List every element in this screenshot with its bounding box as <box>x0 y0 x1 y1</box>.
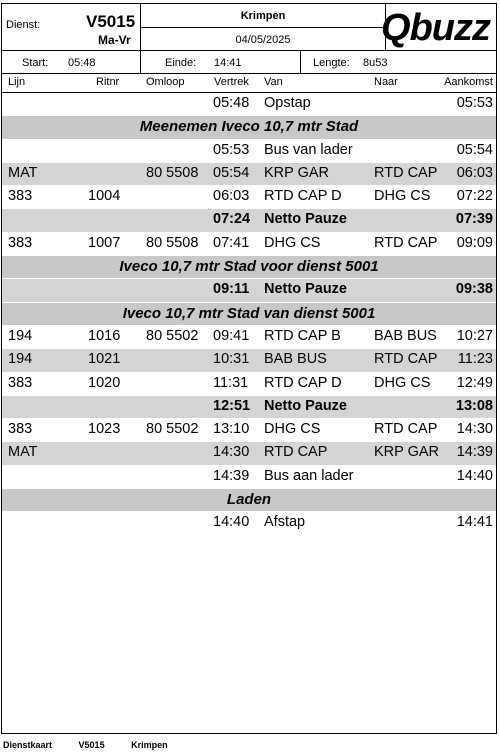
section-title: Iveco 10,7 mtr Stad van dienst 5001 <box>122 304 376 322</box>
cell-aankomst: 13:08 <box>455 397 493 414</box>
cell-vertrek: 07:24 <box>213 211 251 228</box>
lengte-value: 8u53 <box>363 57 388 69</box>
cell-omloop: 80 5508 <box>146 164 199 181</box>
date: 04/05/2025 <box>235 34 291 46</box>
cell-vertrek: 14:30 <box>213 444 250 461</box>
cell-lijn: 383 <box>8 374 33 391</box>
cell-naar: RTD CAP <box>374 421 438 438</box>
dienst-value: V5015 <box>86 12 136 31</box>
cell-van: RTD CAP D <box>264 374 342 391</box>
trip-row <box>2 349 496 372</box>
pause-row <box>2 209 496 232</box>
trip-row <box>2 419 496 442</box>
cell-ritnr: 1021 <box>88 351 121 368</box>
column-header <box>2 74 496 93</box>
trip-row <box>2 373 496 396</box>
footer-label: Dienstkaart <box>3 740 53 750</box>
trip-row <box>2 140 496 163</box>
cell-vertrek: 09:11 <box>213 281 250 298</box>
cell-naar: RTD CAP <box>374 164 438 181</box>
cell-van: Bus van lader <box>264 141 353 158</box>
cell-naar: RTD CAP <box>374 351 438 368</box>
cell-ritnr: 1007 <box>88 234 121 251</box>
cell-omloop: 80 5508 <box>146 234 199 251</box>
cell-aankomst: 05:54 <box>456 141 493 158</box>
location: Krimpen <box>240 10 286 22</box>
cell-naar: RTD CAP <box>374 234 438 251</box>
cell-vertrek: 09:41 <box>213 327 250 344</box>
cell-van: Netto Pauze <box>264 397 347 414</box>
trip-row <box>2 186 496 209</box>
cell-naar: DHG CS <box>374 188 431 205</box>
cell-naar: BAB BUS <box>374 327 437 344</box>
cell-van: Opstap <box>264 95 311 111</box>
dienst-cell <box>2 4 141 51</box>
cell-vertrek: 14:39 <box>213 467 250 484</box>
cell-vertrek: 05:53 <box>213 141 250 158</box>
col-omloop: Omloop <box>146 76 185 88</box>
start-label: Start: <box>22 57 49 69</box>
cell-aankomst: 09:09 <box>456 234 493 251</box>
cell-aankomst: 06:03 <box>456 164 493 181</box>
cell-van: BAB BUS <box>264 351 327 368</box>
footer-dienst: V5015 <box>78 740 105 750</box>
pause-row <box>2 396 496 419</box>
qbuzz-logo: Qbuzz <box>381 7 490 49</box>
cell-lijn: 194 <box>8 351 33 368</box>
einde-label: Einde: <box>165 57 197 69</box>
cell-van: Afstap <box>264 514 306 531</box>
cell-aankomst: 09:38 <box>455 281 493 298</box>
cell-vertrek: 05:54 <box>213 164 250 181</box>
cell-van: Netto Pauze <box>264 211 347 228</box>
cell-vertrek: 12:51 <box>213 397 251 414</box>
section-title-row <box>2 116 496 139</box>
logo-cell <box>381 4 496 51</box>
section-title: Meenemen Iveco 10,7 mtr Stad <box>139 118 359 136</box>
duty-header <box>2 4 496 74</box>
cell-lijn: 383 <box>8 234 33 251</box>
cell-ritnr: 1016 <box>88 327 121 344</box>
pause-row <box>2 279 496 302</box>
cell-vertrek: 10:31 <box>213 351 250 368</box>
start-value: 05:48 <box>68 57 96 69</box>
start-cell <box>2 51 141 74</box>
footer <box>3 740 192 750</box>
cell-aankomst: 07:22 <box>456 188 493 205</box>
cell-aankomst: 12:49 <box>456 374 493 391</box>
cell-ritnr: 1020 <box>88 374 121 391</box>
cell-van: DHG CS <box>264 421 321 438</box>
trip-rows <box>2 93 496 536</box>
cell-lijn: 383 <box>8 188 33 205</box>
cell-aankomst: 05:53 <box>456 95 493 111</box>
cell-lijn: MAT <box>8 164 38 181</box>
col-naar: Naar <box>374 76 398 88</box>
cell-naar: KRP GAR <box>374 444 440 461</box>
col-vertrek: Vertrek <box>214 76 249 88</box>
cell-aankomst: 11:23 <box>457 351 493 368</box>
cell-ritnr: 1023 <box>88 421 121 438</box>
einde-value: 14:41 <box>214 57 242 69</box>
trip-row <box>2 512 496 535</box>
cell-vertrek: 13:10 <box>213 421 250 438</box>
cell-naar: DHG CS <box>374 374 431 391</box>
cell-aankomst: 14:39 <box>456 444 493 461</box>
cell-aankomst: 07:39 <box>455 211 493 228</box>
cell-van: KRP GAR <box>264 164 330 181</box>
cell-van: Bus aan lader <box>264 467 354 484</box>
cell-aankomst: 14:30 <box>456 421 493 438</box>
section-title-row <box>2 256 496 279</box>
cell-lijn: 194 <box>8 327 33 344</box>
trip-row <box>2 93 496 116</box>
date-cell <box>141 28 386 51</box>
cell-vertrek: 14:40 <box>213 514 250 531</box>
cell-van: Netto Pauze <box>264 281 347 298</box>
cell-van: RTD CAP B <box>264 327 341 344</box>
cell-aankomst: 14:40 <box>456 467 493 484</box>
trip-row <box>2 163 496 186</box>
section-title-row <box>2 303 496 326</box>
cell-van: RTD CAP D <box>264 188 342 205</box>
lengte-label: Lengte: <box>313 57 350 69</box>
trip-row <box>2 326 496 349</box>
cell-omloop: 80 5502 <box>146 327 199 344</box>
cell-ritnr: 1004 <box>88 188 121 205</box>
col-ritnr: Ritnr <box>96 76 120 88</box>
section-title: Iveco 10,7 mtr Stad voor dienst 5001 <box>119 258 379 276</box>
location-cell <box>141 4 386 28</box>
col-lijn: Lijn <box>8 76 26 88</box>
einde-cell <box>141 51 301 74</box>
cell-lijn: MAT <box>8 444 38 461</box>
section-title-row <box>2 489 496 512</box>
cell-van: RTD CAP <box>264 444 328 461</box>
trip-row <box>2 233 496 256</box>
col-van: Van <box>264 76 283 88</box>
cell-aankomst: 10:27 <box>456 327 493 344</box>
col-aankomst: Aankomst <box>444 76 493 88</box>
dienst-label: Dienst: <box>6 19 41 31</box>
cell-vertrek: 07:41 <box>213 234 250 251</box>
cell-omloop: 80 5502 <box>146 421 199 438</box>
cell-vertrek: 11:31 <box>213 374 249 391</box>
trip-row <box>2 442 496 465</box>
cell-lijn: 383 <box>8 421 33 438</box>
cell-vertrek: 05:48 <box>213 95 250 111</box>
footer-location: Krimpen <box>131 740 168 750</box>
trip-row <box>2 466 496 489</box>
dienst-days: Ma-Vr <box>98 33 131 47</box>
cell-van: DHG CS <box>264 234 321 251</box>
cell-vertrek: 06:03 <box>213 188 250 205</box>
cell-aankomst: 14:41 <box>456 514 493 531</box>
lengte-cell <box>301 51 496 74</box>
section-title: Laden <box>226 491 272 509</box>
duty-card-frame <box>1 3 497 734</box>
